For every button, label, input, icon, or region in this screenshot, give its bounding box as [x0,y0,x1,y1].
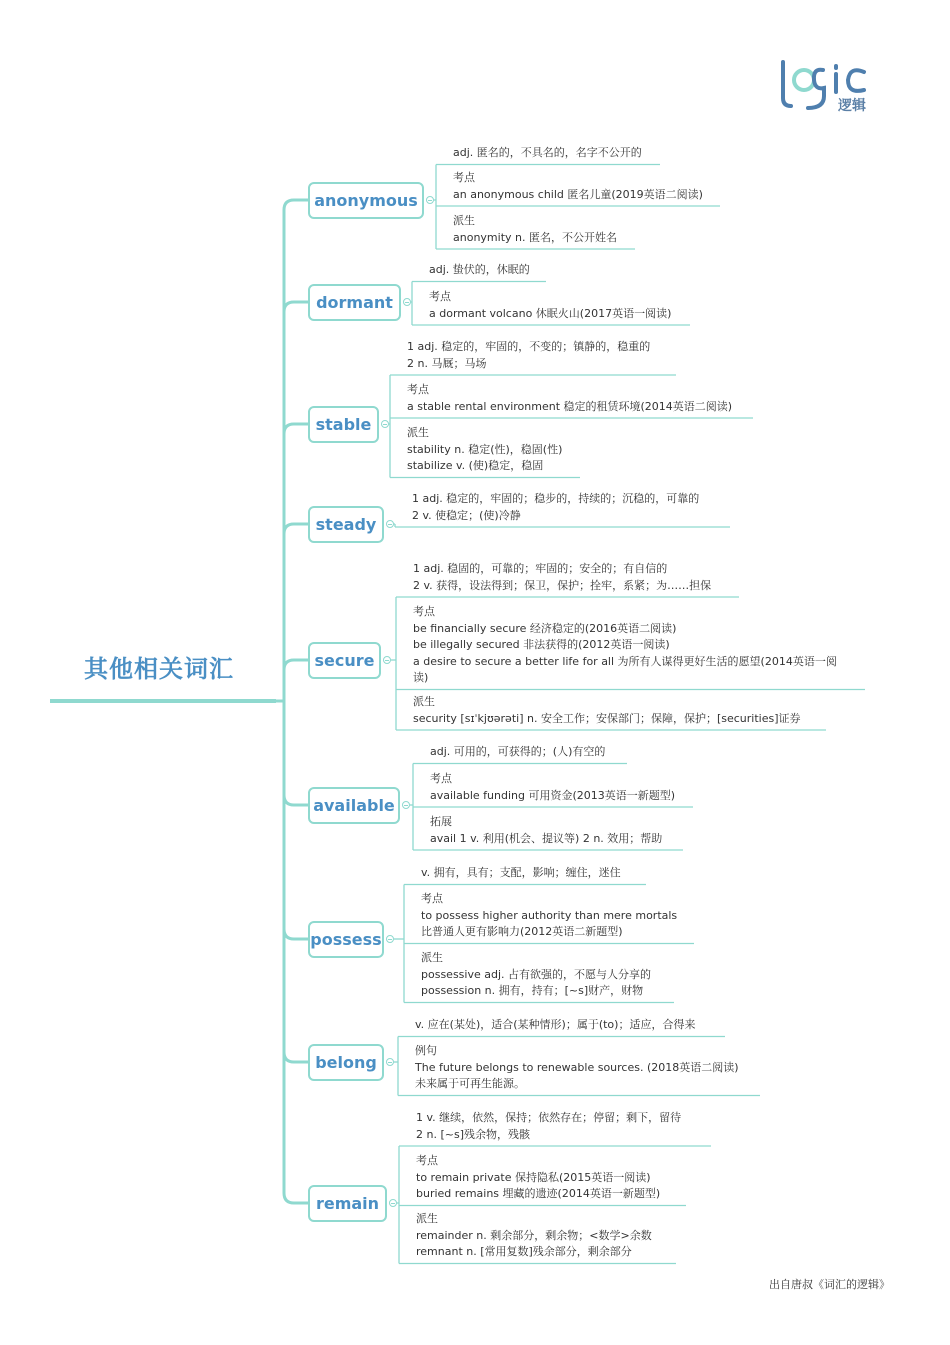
entry-available-0 [430,744,605,761]
logo-text: 逻辑 [838,98,866,114]
entry-line: an anonymous child 匿名儿童(2019英语二阅读) [453,187,703,201]
entry-line: 1 adj. 稳固的，可靠的；牢固的；安全的；有自信的 [413,562,668,575]
collapse-toggle-icon[interactable] [386,1058,394,1066]
entry-line: possession n. 拥有，持有；[~s]财产，财物 [421,984,644,997]
entry-available-1 [430,771,675,804]
branch-connector [284,929,308,939]
entry-line: 读) [413,671,429,684]
collapse-toggle-icon[interactable] [426,196,434,204]
word-node-available[interactable]: available [308,787,400,824]
entry-dormant-1 [429,289,671,322]
collapse-toggle-icon[interactable] [403,298,411,306]
entry-line: 2 n. 马厩；马场 [407,356,487,370]
entry-line: available funding 可用资金(2013英语一新题型) [430,788,676,802]
entry-line: buried remains 埋藏的遗迹(2014英语一新题型) [416,1187,661,1200]
entry-line: to possess higher authority than mere mortals [421,908,678,922]
branch-connector [284,524,308,534]
collapse-toggle-icon[interactable] [381,420,389,428]
entry-heading: 考点 [407,383,429,396]
root-topic: 其他相关词汇 [84,655,234,683]
collapse-toggle-icon[interactable] [389,1199,397,1207]
entry-heading: 派生 [413,695,435,708]
word-node-anonymous[interactable]: anonymous [308,182,424,219]
word-node-steady[interactable]: steady [308,506,384,543]
entry-heading: 派生 [453,214,475,227]
entry-heading: 派生 [416,1212,438,1225]
entry-heading: 考点 [429,290,451,303]
word-node-possess[interactable]: possess [308,921,384,958]
word-node-stable[interactable]: stable [308,406,379,443]
entry-heading: 派生 [407,426,429,439]
entry-heading: 例句 [415,1044,437,1057]
branch-connector [284,1193,308,1203]
entry-secure-2 [413,694,801,727]
collapse-toggle-icon[interactable] [383,656,391,664]
word-node-remain[interactable]: remain [308,1185,387,1222]
entry-line: possessive adj. 占有欲强的，不愿与人分享的 [421,967,652,981]
entry-line: be illegally secured 非法获得的(2012英语一阅读) [413,638,670,651]
branch-connector [284,200,308,210]
entry-remain-0 [416,1110,681,1143]
entry-line: The future belongs to renewable sources. (2018英语二阅读) [415,1060,739,1074]
entry-belong-1 [415,1043,739,1093]
entry-dormant-0 [429,262,530,279]
entry-anonymous-2 [453,213,617,246]
entry-stable-1 [407,382,732,415]
entry-stable-2 [407,425,562,475]
entry-line: to remain private 保持隐私(2015英语一阅读) [416,1170,651,1184]
word-node-secure[interactable]: secure [308,642,381,679]
entry-possess-1 [421,891,677,941]
entry-line: remainder n. 剩余部分，剩余物；<数学>余数 [416,1228,652,1242]
entry-line: be financially secure 经济稳定的(2016英语二阅读) [413,621,677,635]
entry-possess-0 [421,865,621,882]
entry-anonymous-0 [453,145,642,162]
entry-heading: 考点 [421,892,443,905]
entry-stable-0 [407,339,650,372]
branch-connector [284,1052,308,1062]
entry-line: anonymity n. 匿名，不公开姓名 [453,230,617,244]
entry-line: 1 adj. 稳定的，牢固的；稳步的，持续的；沉稳的，可靠的 [412,492,700,505]
entry-line: 1 adj. 稳定的，牢固的，不变的；镇静的，稳重的 [407,340,651,353]
branch-connector [284,795,308,805]
entry-line: 未来属于可再生能源。 [415,1077,525,1090]
entry-line: 2 v. 获得，设法得到；保卫，保护；拴牢，系紧；为……担保 [413,578,712,592]
word-node-belong[interactable]: belong [308,1044,384,1081]
entry-line: remnant n. [常用复数]残余部分，剩余部分 [416,1245,632,1258]
collapse-toggle-icon[interactable] [402,801,410,809]
entry-line: 2 n. [~s]残余物，残骸 [416,1127,530,1141]
entry-anonymous-1 [453,170,703,203]
entry-available-2 [430,814,662,847]
collapse-toggle-icon[interactable] [386,935,394,943]
entry-belong-0 [415,1017,695,1034]
branch-connector [284,424,308,434]
entry-line: adj. 蛰伏的，休眠的 [429,263,530,276]
entry-line: v. 拥有，具有；支配，影响；缠住，迷住 [421,866,621,879]
entry-heading: 考点 [453,171,475,184]
entry-secure-0 [413,561,711,594]
entry-possess-2 [421,950,651,1000]
entry-line: 1 v. 继续，依然，保持；依然存在；停留；剩下，留待 [416,1111,682,1124]
entry-line: adj. 匿名的，不具名的，名字不公开的 [453,146,642,159]
branch-connector [284,302,308,312]
entry-heading: 考点 [430,772,452,785]
entry-heading: 考点 [413,605,435,618]
entry-secure-1 [413,604,837,687]
entry-heading: 考点 [416,1154,438,1167]
entry-line: 2 v. 使稳定；(使)冷静 [412,508,521,522]
source-footer: 出自唐叔《词汇的逻辑》 [769,1278,890,1291]
entry-line: a stable rental environment 稳定的租赁环境(2014英语二阅读) [407,399,733,413]
entry-steady-0 [412,491,699,524]
entry-line: security [sɪˈkjʊərəti] n. 安全工作；安保部门；保障，保护；[securities]证券 [413,711,801,725]
entry-remain-1 [416,1153,660,1203]
entry-line: 比普通人更有影响力(2012英语二新题型) [421,925,623,938]
entry-remain-2 [416,1211,652,1261]
entry-line: a dormant volcano 休眠火山(2017英语一阅读) [429,306,672,320]
entry-heading: 派生 [421,951,443,964]
entry-line: a desire to secure a better life for all 为所有人谋得更好生活的愿望(2014英语一阅 [413,654,837,668]
branch-connector [284,660,308,670]
entry-line: stabilize v. (使)稳定，稳固 [407,459,544,472]
entry-line: avail 1 v. 利用(机会、提议等) 2 n. 效用；帮助 [430,831,663,845]
collapse-toggle-icon[interactable] [386,520,394,528]
entry-line: stability n. 稳定(性)，稳固(性) [407,442,563,456]
word-node-dormant[interactable]: dormant [308,284,401,321]
entry-heading: 拓展 [430,815,452,828]
entry-line: adj. 可用的，可获得的；(人)有空的 [430,745,606,758]
entry-line: v. 应在(某处)，适合(某种情形)；属于(to)；适应，合得来 [415,1018,696,1031]
